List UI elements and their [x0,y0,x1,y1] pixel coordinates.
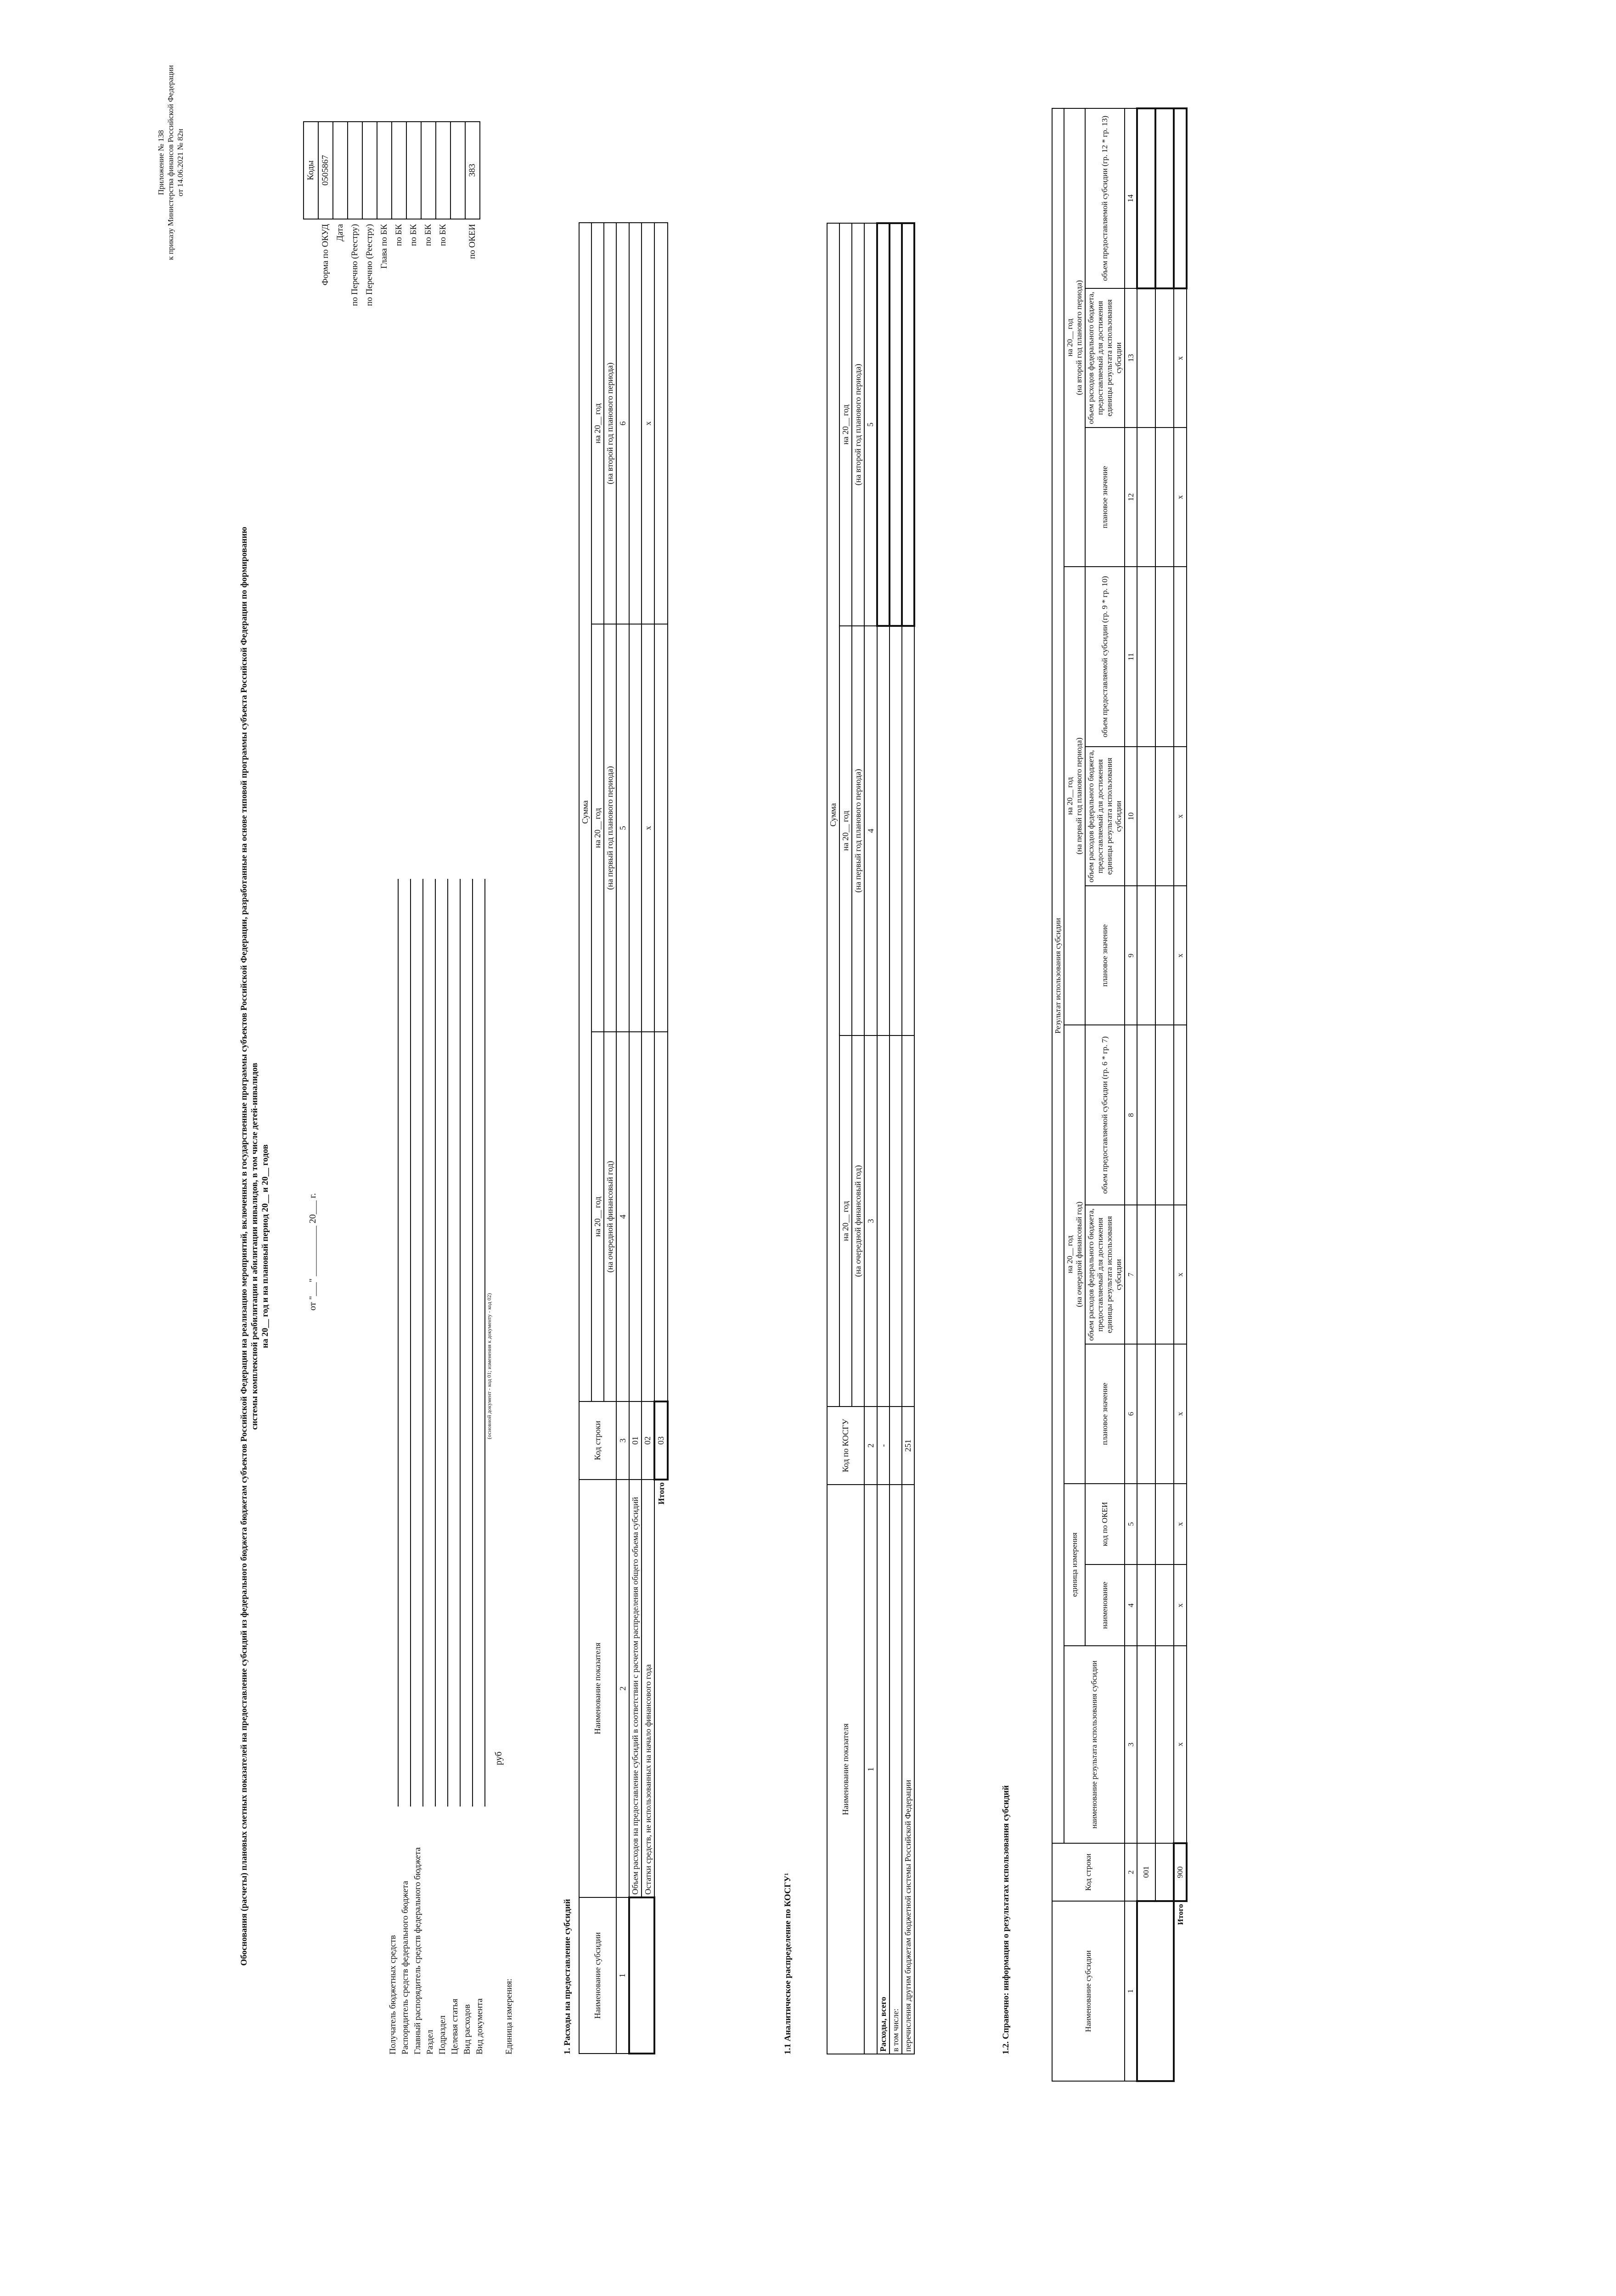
appendix-line-1: Приложение № 138 [157,130,165,195]
code-value [406,122,421,219]
codes-header: Коды [304,122,318,219]
col-volume-3: объем предоставляемой субсидии (гр. 12 * гр. 13) [1085,108,1125,288]
code-value [392,122,406,219]
field-line [484,879,485,1806]
field-line [447,879,448,1806]
total-label: Итого [656,1482,666,1505]
table-row [890,223,902,2054]
title-line-3: на 20__ год и на плановый период 20__ и 20__ годов [260,1144,270,1348]
field-line [435,879,436,1806]
kosgu-code [890,1407,902,1485]
indicator-name: в том числе: [890,1485,902,2054]
col-subsidy-name: Наименование субсидии [1052,1901,1125,2081]
code-label: по БК [394,224,404,246]
code-value [377,122,392,219]
total-label: Итого [1176,1904,1185,1925]
value-cell [877,626,890,1035]
code-value-date [333,122,348,219]
code-label: по Перечню (Реестру) [350,224,360,306]
expenses-table [579,222,669,2054]
col-year-1-sub: (на очередной финансовый год) [852,1035,864,1407]
col-year-3: на 20__ год [591,223,604,624]
col-volume-1: объем предоставляемой субсидии (гр. 6 * гр. 7) [1085,1025,1125,1205]
row-code: 02 [642,1401,654,1480]
field-distributor: Распорядитель средств федерального бюджета [400,1881,410,2054]
field-expense-type: Вид расходов [462,2004,472,2054]
col-number-row: 1 2 3 4 5 [864,223,877,2054]
field-line [410,879,411,1806]
results-table [1052,107,1188,2082]
col-year-1: на 20__ год [839,1035,852,1407]
col-number-row: 1 2 3 4 5 6 [616,223,629,2054]
field-section: Раздел [425,2030,435,2054]
field-subsection: Подраздел [438,2015,447,2054]
field-main-distributor: Главный распорядитель средств федерального бюджета [413,1847,422,2054]
code-value [436,122,450,219]
code-label: по БК [409,224,418,246]
row-code: 001 [1137,1843,1155,1901]
code-label: по Перечню (Реестру) [365,224,374,306]
section-1-1-title: 1.1 Аналитическое распределение по КОСГУ¹ [783,1873,793,2054]
total-row [654,223,668,2054]
unit-value: руб [494,1751,504,1765]
table-row [1137,108,1155,2081]
value-cell [890,223,902,626]
value-cell [902,1035,914,1407]
code-label: Форма по ОКУД [321,224,330,286]
kosgu-table [827,222,915,2054]
field-line [472,879,473,1806]
value-cell [890,626,902,1035]
code-label: Глава по БК [379,224,389,269]
value-cell [642,1032,654,1401]
col-year-2-sub: (на первый год планового периода) [852,626,864,1035]
col-unit: единица измерения [1064,1484,1085,1646]
total-code: 900 [1174,1843,1187,1901]
doc-type-note: (основной документ - код 01; изменения к документу - код 02) [486,1293,492,1439]
col-volume-2: объем предоставляемой субсидии (гр. 9 * гр. 10) [1085,567,1125,747]
value-cell [902,626,914,1035]
field-line [460,879,461,1806]
value-cell [890,1035,902,1407]
col-unit-cost-1: объем расходов федерального бюджета, предоставляемый для достижения единицы результата использования субсидии [1085,1205,1125,1344]
code-label [450,219,465,342]
value-cell [877,1035,890,1407]
col-year-3-sub: (на второй год планового периода) [604,223,616,624]
col-unit-name: наименование [1085,1564,1125,1646]
indicator-name: Расходы, всего [877,1485,890,2054]
value-cell [902,223,914,626]
col-year-3: на 20__ год (на второй год планового периода) [1064,108,1085,567]
field-target-article: Целевая статья [450,1998,460,2054]
col-sum: Сумма [579,223,591,1401]
col-row-code: Код строки [1052,1843,1125,1901]
code-label: Дата [335,224,345,242]
col-plan-value-3: плановое значение [1085,428,1125,567]
col-year-2: на 20__ год (на первый год планового периода) [1064,567,1085,1025]
code-value [362,122,377,219]
section-1-title: 1. Расходы на предоставление субсидий [563,1899,572,2054]
col-unit-okei: код по ОКЕИ [1085,1484,1125,1565]
table-row [877,223,890,2054]
field-line [398,879,399,1806]
col-year-1-sub: (на очередной финансовый год) [604,1032,616,1401]
col-year-1: на 20__ год [591,1032,604,1401]
value-cell [654,624,668,1032]
value-cell [654,1032,668,1401]
col-unit-cost-3: объем расходов федерального бюджета, предоставляемый для достижения единицы результата использования субсидии [1085,288,1125,428]
col-year-2-sub: (на первый год планового периода) [604,624,616,1032]
field-recipient: Получатель бюджетных средств [388,1935,398,2054]
col-subsidy-name: Наименование субсидии [579,1897,616,2054]
unit-label: Единица измерения: [504,1978,514,2054]
appendix-line-2: к приказу Министерства финансов Российской Федерации [166,65,175,260]
document-date: от "___" ___________ 20___ г. [308,1193,318,1311]
col-row-code: Код строки [579,1401,616,1480]
col-sum: Сумма [827,223,839,1407]
table-row [629,223,642,2054]
kosgu-code: 251 [902,1407,914,1485]
col-year-2: на 20__ год [839,626,852,1035]
col-unit-cost-2: объем расходов федерального бюджета, предоставляемый для достижения единицы результата использования субсидии [1085,747,1125,886]
col-indicator-name: Наименование показателя [579,1480,616,1897]
table-row [642,223,654,2054]
codes-table [303,121,480,342]
indicator-name: Объем расходов на предоставление субсидий в соответствии с расчетом распределения общего объема субсидий [629,1480,642,1897]
col-result-name: наименование результата использования субсидии [1064,1646,1125,1843]
value-cell [629,1032,642,1401]
indicator-name: перечисления другим бюджетам бюджетной системы Российской Федерации [902,1485,914,2054]
field-doc-type: Вид документа [475,1998,484,2054]
table-row [1155,108,1174,2081]
title-line-1: Обоснования (расчеты) плановых сметных показателей на предоставление субсидий из федерального бюджета бюджетам субъектов Российской Федерации на реализацию мероприятий, включенных в государственные программы субъектов Российской Федерации, разработанные на основе типовой программы субъекта Российской Федерации по формированию [239,527,249,1966]
col-plan-value-1: плановое значение [1085,1344,1125,1483]
col-kosgu-code: Код по КОСГУ [827,1407,864,1485]
code-value-okud: 0505867 [318,122,333,219]
col-year-3: на 20__ год [839,223,852,626]
total-code: 03 [654,1401,668,1480]
code-value [450,122,465,219]
row-code: 01 [629,1401,642,1480]
col-year-1: на 20__ год (на очередной финансовый год) [1064,1025,1085,1483]
code-value [348,122,362,219]
value-cell [629,624,642,1032]
code-label: по БК [423,224,433,246]
field-line [422,879,423,1806]
value-cell: х [642,624,654,1032]
section-1-2-title: 1.2. Справочно: информация о результатах использования субсидий [1001,1785,1011,2054]
code-value-okei: 383 [465,122,480,219]
document-title [239,374,270,2119]
kosgu-code: - [877,1407,890,1485]
value-cell [654,223,668,624]
col-year-3-sub: (на второй год планового периода) [852,223,864,626]
value-cell: х [642,223,654,624]
value-cell [629,223,642,624]
code-label: по ОКЕИ [467,224,477,259]
title-line-2: системы комплексной реабилитации и абилитации инвалидов, в том числе детей-инвалидов [250,1063,259,1430]
total-row: Итого 900 х х х х х х х х х [1174,108,1187,2081]
value-cell [877,223,890,626]
col-number-row: 1 2 3 4 5 6 7 8 9 10 11 12 13 14 [1125,108,1137,2081]
code-label: по БК [438,224,448,246]
col-plan-value-2: плановое значение [1085,886,1125,1025]
appendix-note [156,34,185,291]
col-results: Результат использования субсидии [1052,108,1064,1843]
indicator-name: Остатки средств, не использованных на начало финансового года [642,1480,654,1897]
col-indicator-name: Наименование показателя [827,1485,864,2054]
table-row [902,223,914,2054]
col-year-2: на 20__ год [591,624,604,1032]
appendix-line-3: от 14.06.2021 № 82н [176,129,185,197]
code-value [421,122,436,219]
